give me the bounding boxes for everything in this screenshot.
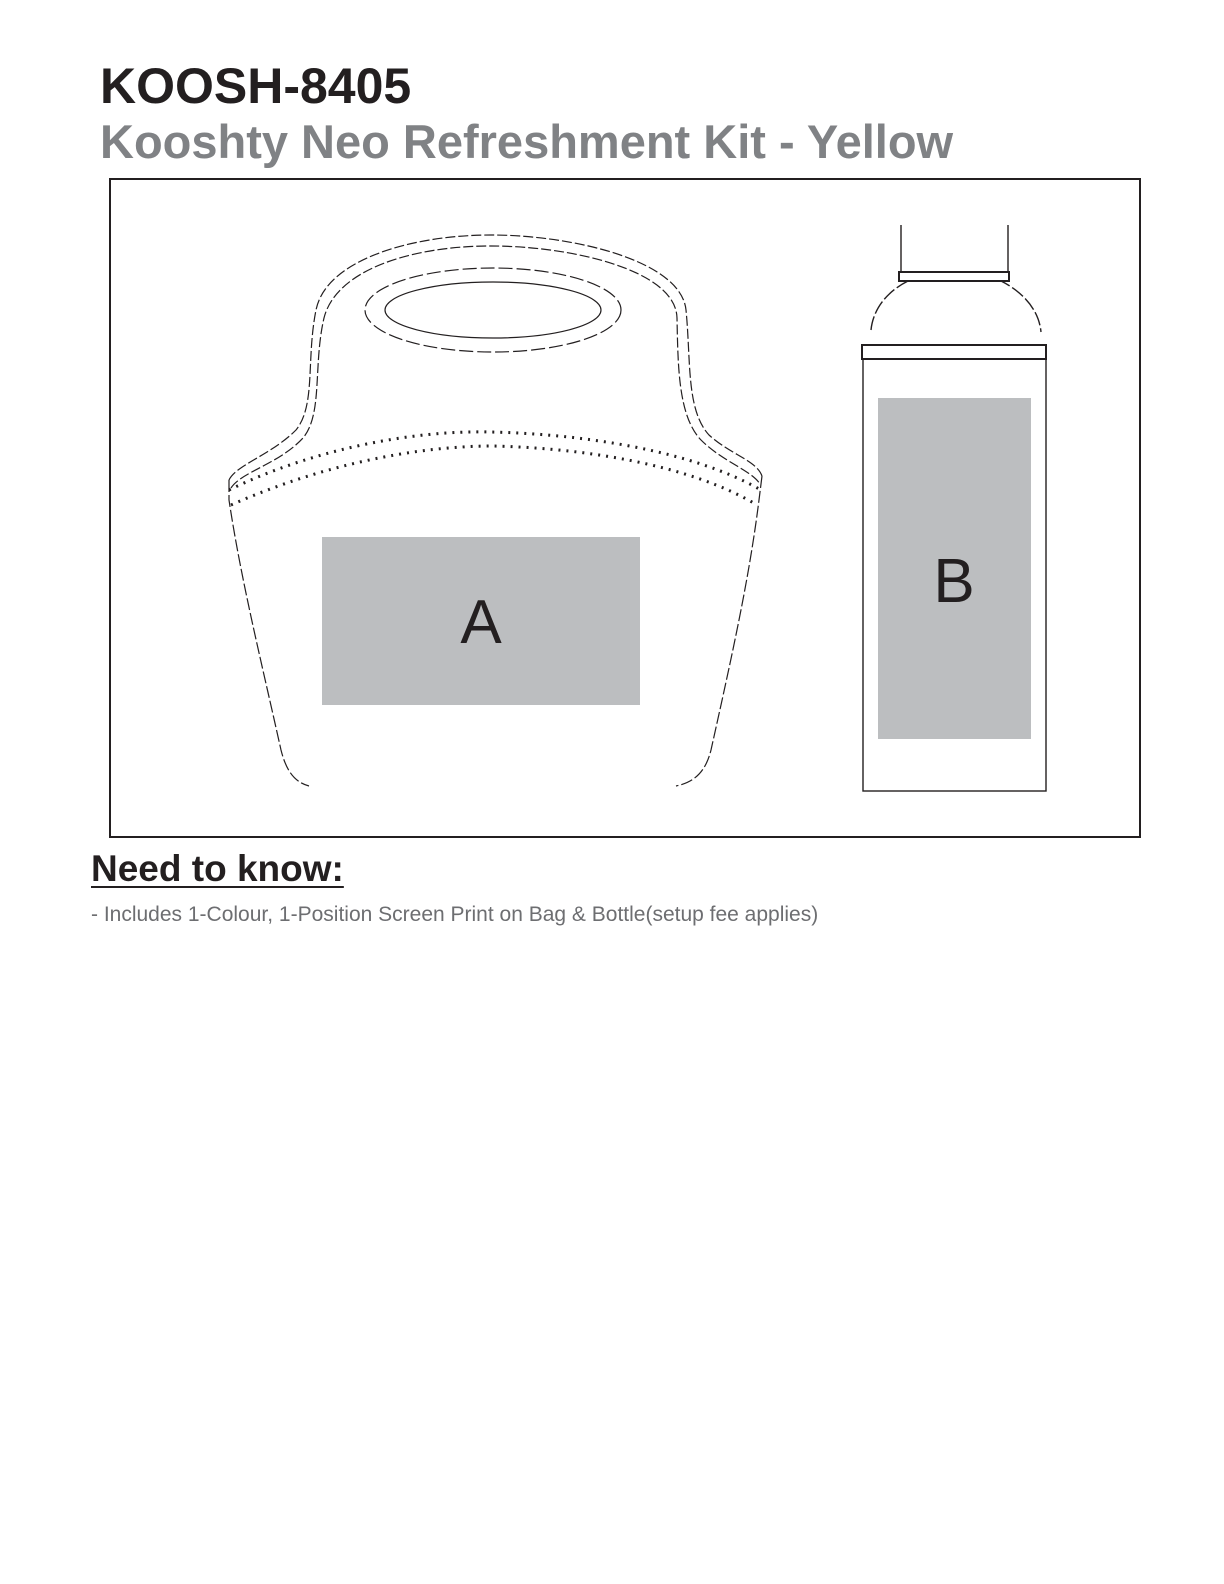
need-to-know-item: - Includes 1-Colour, 1-Position Screen Print on Bag & Bottle(setup fee applies) xyxy=(91,903,819,926)
print-area-b-label: B xyxy=(933,547,975,616)
bottle-band xyxy=(862,345,1046,359)
bottle-neck-ring xyxy=(899,272,1009,281)
bag-handle-hole-inner xyxy=(385,282,601,338)
bag-seam-upper xyxy=(229,432,761,490)
product-illustration xyxy=(111,180,1139,836)
bag-right-side xyxy=(676,476,762,786)
bag-outer-outline xyxy=(229,235,762,480)
product-illustration-frame xyxy=(109,178,1141,838)
print-area-a-label: A xyxy=(460,588,502,657)
bag-handle-hole-outer xyxy=(365,268,621,352)
product-name: Kooshty Neo Refreshment Kit - Yellow xyxy=(100,115,954,168)
need-to-know-heading: Need to know: xyxy=(91,848,344,889)
bag-seam-lower xyxy=(231,446,757,505)
bag-left-side xyxy=(229,480,309,786)
product-code: KOOSH-8405 xyxy=(100,58,412,114)
bottle-shoulder xyxy=(871,281,1041,332)
